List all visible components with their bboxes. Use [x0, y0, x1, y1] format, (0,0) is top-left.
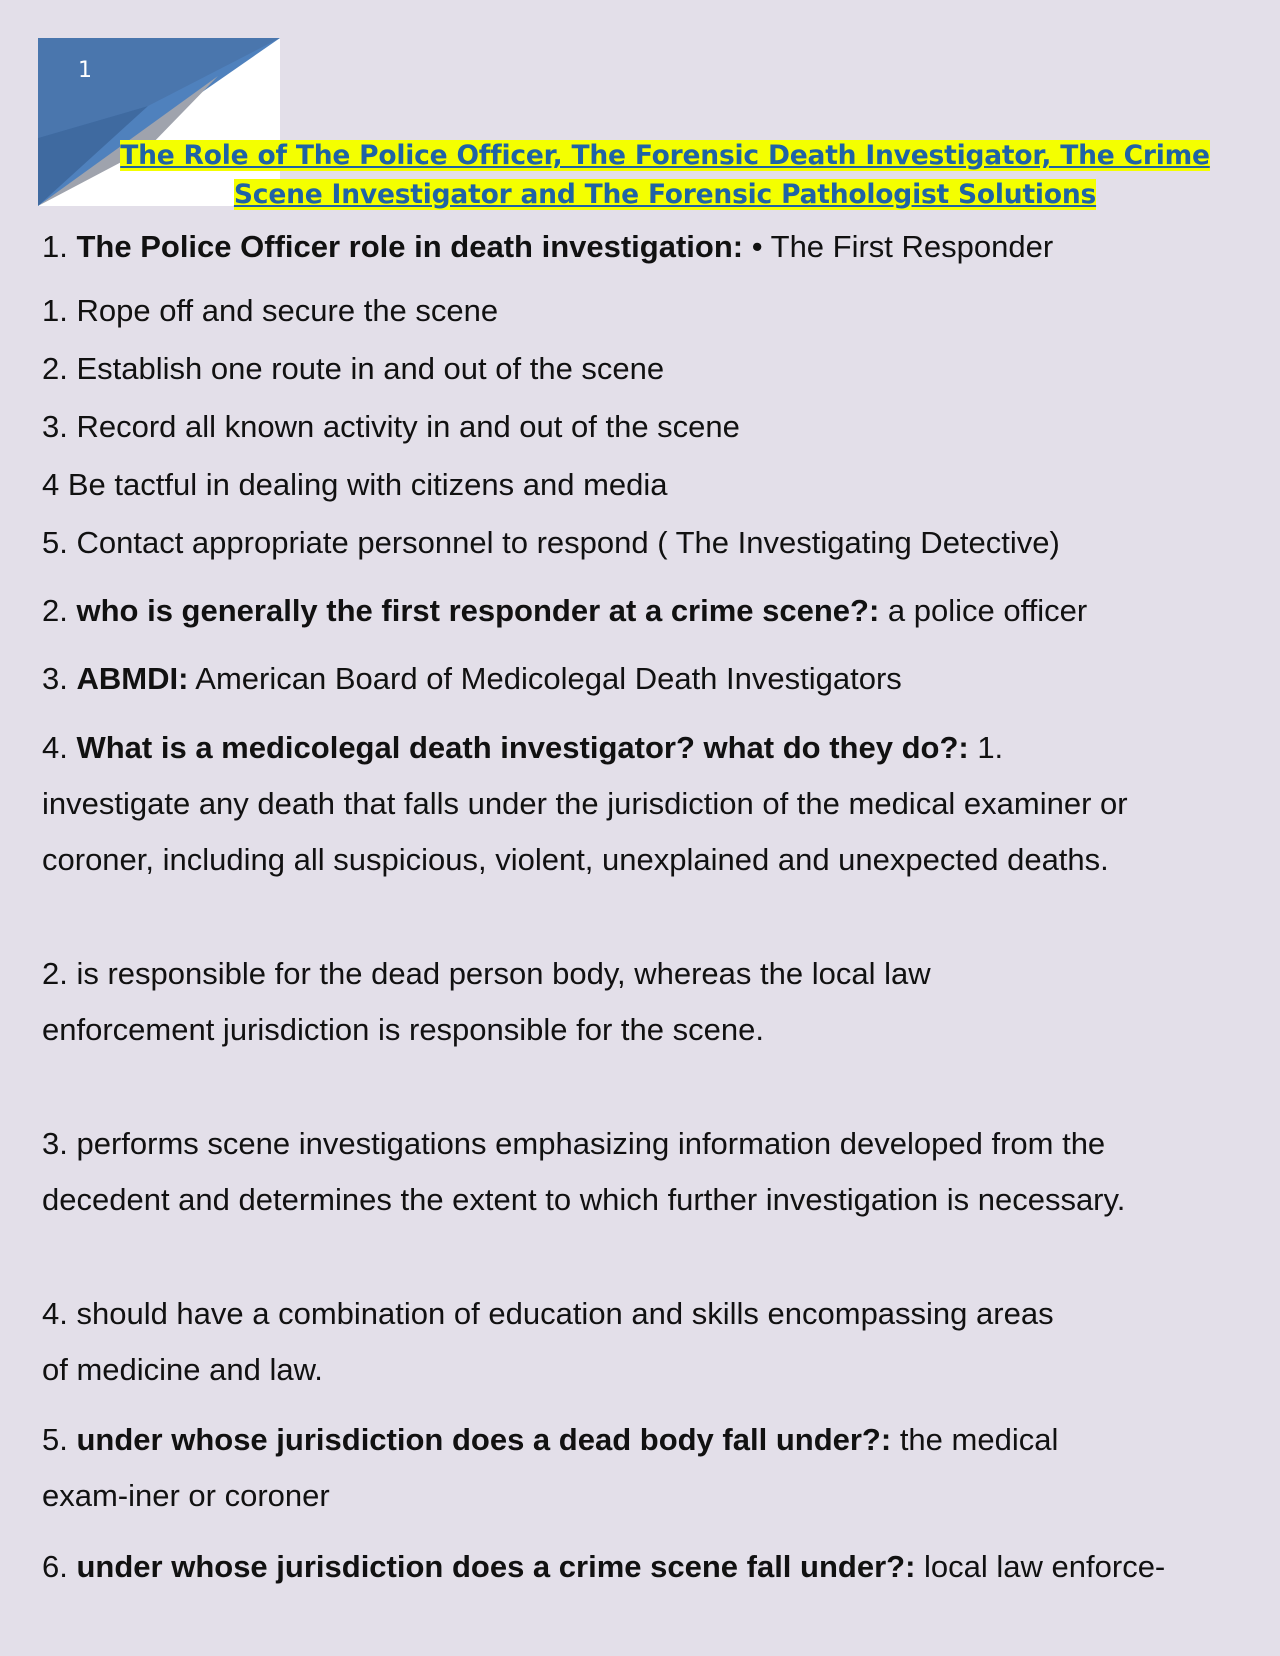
item-4	[42, 720, 1247, 1398]
document-body	[42, 224, 1247, 1596]
page-number: 1	[78, 58, 92, 83]
item-number: 2.	[42, 593, 68, 628]
text-line: exam-iner or coroner	[42, 1478, 330, 1513]
item-answer: a police officer	[879, 593, 1088, 628]
item-question: under whose jurisdiction does a crime scene fall under?:	[76, 1549, 916, 1584]
item-number: 1.	[42, 229, 68, 264]
item-number: 5.	[42, 1422, 68, 1457]
item-6	[42, 1538, 1247, 1596]
text-line: coroner, including all suspicious, violent, unexplained and unexpected deaths.	[42, 842, 1109, 877]
item-question: who is generally the first responder at a crime scene?:	[76, 593, 880, 628]
item-4-heading	[42, 720, 1247, 776]
item-number: 4.	[42, 730, 68, 765]
step-line: 4 Be tactful in dealing with citizens and media	[42, 467, 668, 502]
text-line: 3. performs scene investigations emphasizing information developed from the	[42, 1126, 1106, 1161]
item-question: ABMDI:	[76, 661, 189, 696]
item-answer: the medical	[891, 1422, 1059, 1457]
text-line: decedent and determines the extent to which further investigation is necessary.	[42, 1182, 1126, 1217]
step-line: 5. Contact appropriate personnel to respond ( The Investigating Detective)	[42, 525, 1060, 560]
text-line: 2. is responsible for the dead person body, whereas the local law	[42, 956, 931, 991]
item-answer: American Board of Medicolegal Death Investigators	[188, 661, 902, 696]
step-line: 3. Record all known activity in and out of the scene	[42, 409, 740, 444]
item-5	[42, 1412, 1247, 1524]
item-question: What is a medicolegal death investigator? what do they do?:	[76, 730, 969, 765]
text-line: 4. should have a combination of education and skills encompassing areas	[42, 1296, 1054, 1331]
item-answer: • The First Responder	[743, 229, 1054, 264]
item-1-heading	[42, 224, 1247, 282]
title-link[interactable]: The Role of The Police Officer, The Forensic Death Investigator, The Crime Scene Investigator and The Forensic Pathologist Solutions	[120, 140, 1210, 210]
item-number: 3.	[42, 661, 68, 696]
text-line: investigate any death that falls under the jurisdiction of the medical examiner or	[42, 786, 1128, 821]
item-3	[42, 650, 1247, 720]
item-answer: 1.	[968, 730, 1004, 765]
text-line: of medicine and law.	[42, 1352, 323, 1387]
step-line: 1. Rope off and secure the scene	[42, 293, 499, 328]
document-title	[100, 136, 1230, 214]
item-question: under whose jurisdiction does a dead body fall under?:	[76, 1422, 892, 1457]
text-line: enforcement jurisdiction is responsible for the scene.	[42, 1012, 764, 1047]
step-line: 2. Establish one route in and out of the scene	[42, 351, 665, 386]
item-number: 6.	[42, 1549, 68, 1584]
item-question: The Police Officer role in death investigation:	[76, 229, 744, 264]
item-2	[42, 582, 1247, 650]
item-answer: local law enforce-	[915, 1549, 1166, 1584]
item-5-heading	[42, 1412, 1247, 1468]
